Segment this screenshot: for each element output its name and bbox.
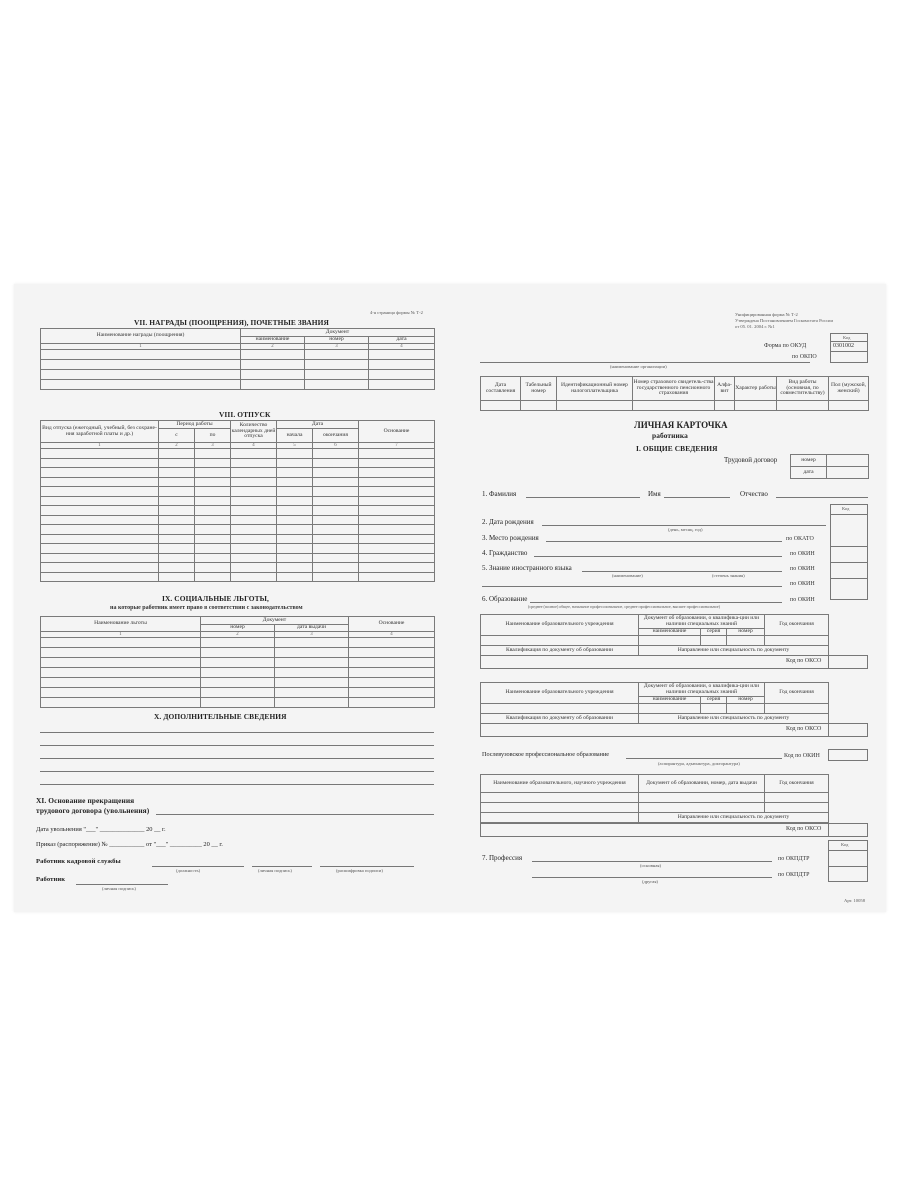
table-row[interactable]: [481, 793, 829, 803]
additional-line[interactable]: [40, 771, 434, 772]
codes-divider: [830, 562, 868, 563]
okpo-label: по ОКПО: [792, 354, 817, 360]
birth-date-field[interactable]: [542, 525, 826, 526]
edu-doc-label: Документ об образовании, о квалифика-ции или наличии специальных знаний: [639, 683, 765, 697]
vacation-col-from: с: [159, 429, 195, 443]
table-row[interactable]: [41, 449, 435, 459]
language-caption: (наименование): [612, 573, 643, 578]
vacation-col-date: Дата: [277, 421, 359, 429]
awards-col-doc-date: дата: [369, 337, 435, 344]
table-row[interactable]: [41, 698, 435, 708]
edu-doc-series: серия: [701, 629, 727, 636]
hr-decoding-line[interactable]: [320, 866, 414, 867]
education-table-1: [480, 614, 829, 656]
edu-doc-num: номер: [727, 629, 765, 636]
level-caption: (степень знания): [712, 573, 745, 578]
edu-doc-series: серия: [701, 697, 727, 704]
codes-divider: [828, 866, 868, 867]
profession-other-caption: (другая): [642, 879, 658, 884]
divider: [828, 655, 829, 669]
name-field[interactable]: [664, 497, 730, 498]
table-row[interactable]: [41, 638, 435, 648]
vacation-col-basis: Основание: [359, 421, 435, 443]
col-alphabet: Алфа-вит: [715, 377, 735, 401]
benefits-subtitle: на которые работник имеет право в соответствии с законодательством: [110, 605, 303, 611]
form-info-3: от 05. 01. 2004 г. №1: [735, 324, 775, 329]
contract-table: [790, 454, 869, 479]
col-number: 3: [305, 344, 369, 350]
okso-label-1: Код по ОКСО: [786, 658, 822, 664]
table-row[interactable]: [41, 458, 435, 468]
edu-doc-num: номер: [727, 697, 765, 704]
code-label: Код: [843, 335, 851, 340]
col-number: 1: [41, 344, 241, 350]
org-name-line[interactable]: [480, 362, 810, 363]
hr-position-line[interactable]: [152, 866, 244, 867]
vacation-table: [40, 420, 435, 582]
awards-col-doc-name: наименование: [241, 337, 305, 344]
page-note: 4-я страница формы № Т-2: [370, 310, 423, 315]
citizenship-field[interactable]: [534, 556, 782, 557]
edu-doc-name: наименование: [639, 697, 701, 704]
postgrad-field[interactable]: [626, 758, 782, 759]
col-number: 3: [195, 443, 231, 449]
code-label-2: Код: [842, 506, 850, 511]
divider: [828, 723, 829, 737]
specialty-label: Направление или специальность по документу: [639, 646, 829, 656]
foreign-language-field[interactable]: [582, 571, 782, 572]
citizenship-label: 4. Гражданство: [482, 549, 528, 557]
table-row[interactable]: [41, 544, 435, 554]
codes-divider: [830, 351, 868, 352]
col-number: 4: [369, 344, 435, 350]
postgrad-label: Послевузовское профессиональное образование: [482, 751, 610, 758]
col-number: 7: [359, 443, 435, 449]
table-row[interactable]: [41, 658, 435, 668]
foreign-language-label: 5. Знание иностранного языка: [482, 564, 572, 572]
contract-num-field[interactable]: [827, 455, 869, 467]
contract-date-field[interactable]: [827, 467, 869, 479]
awards-col-doc-num: номер: [305, 337, 369, 344]
profession-main-caption: (основная): [640, 863, 662, 868]
employee-signature-line[interactable]: [76, 884, 168, 885]
termination-title-2: трудового договора (увольнения): [36, 806, 150, 815]
foreign-language-field-2[interactable]: [482, 586, 782, 587]
employee-signature-caption: (личная подпись): [102, 886, 136, 891]
col-date: Дата составления: [481, 377, 521, 401]
termination-basis-line[interactable]: [156, 814, 434, 815]
card-subtitle: работника: [652, 431, 688, 440]
birth-place-label: 3. Место рождения: [482, 534, 539, 542]
col-number: 6: [313, 443, 359, 449]
table-row[interactable]: [481, 401, 869, 411]
header-table: [480, 376, 869, 411]
edu-doc-label: Документ об образовании, о квалифика-ции или наличии специальных знаний: [639, 615, 765, 629]
vacation-title: VIII. ОТПУСК: [219, 410, 271, 419]
sci-doc-label: Документ об образовании, номер, дата выдачи: [639, 775, 765, 793]
okin-label-1: по ОКИН: [790, 551, 815, 557]
footer-note: Арт. 10058: [844, 898, 865, 903]
table-row[interactable]: [41, 525, 435, 535]
table-row[interactable]: [41, 688, 435, 698]
table-row[interactable]: [41, 534, 435, 544]
qualification-label: Квалификация по документу об образовании: [481, 714, 639, 724]
table-row[interactable]: [41, 563, 435, 573]
table-row[interactable]: [481, 704, 829, 714]
vacation-col-to: по: [195, 429, 231, 443]
table-row[interactable]: [41, 380, 435, 390]
edu-year-label: Год окончания: [765, 615, 829, 636]
codes-divider: [830, 546, 868, 547]
additional-line[interactable]: [40, 745, 434, 746]
table-row[interactable]: [41, 477, 435, 487]
hr-signature-line[interactable]: [252, 866, 312, 867]
table-row[interactable]: [41, 553, 435, 563]
table-row[interactable]: [41, 678, 435, 688]
additional-line[interactable]: [40, 784, 434, 785]
benefits-col-name: Наименование льготы: [41, 617, 201, 632]
additional-line[interactable]: [40, 732, 434, 733]
codes-divider: [830, 341, 868, 342]
surname-field[interactable]: [526, 497, 640, 498]
patronymic-label: Отчество: [740, 490, 768, 498]
col-snils: Номер страхового свидетель-ства государственного пенсионного страхования: [633, 377, 715, 401]
patronymic-field[interactable]: [776, 497, 868, 498]
hr-worker-label: Работник кадровой службы: [36, 858, 121, 865]
awards-table: [40, 328, 435, 390]
code-label-3: Код: [841, 842, 849, 847]
vacation-col-end: окончания: [313, 429, 359, 443]
okin-label-3: по ОКИН: [790, 581, 815, 587]
col-work-nature: Характер работы: [735, 377, 777, 401]
order-number[interactable]: Приказ (распоряжение) № ___________ от "___" __________ 20 __ г.: [36, 841, 223, 848]
benefits-col-doc: Документ: [201, 617, 349, 625]
additional-line[interactable]: [40, 758, 434, 759]
sci-inst-label: Наименование образовательного, научного учреждения: [481, 775, 639, 793]
postgrad-code-box[interactable]: [828, 749, 868, 761]
table-row[interactable]: [41, 572, 435, 582]
edu-year-label: Год окончания: [765, 683, 829, 704]
profession-other-field[interactable]: [532, 877, 772, 878]
table-row[interactable]: [41, 468, 435, 478]
okin-label-4: по ОКИН: [790, 597, 815, 603]
codes-divider: [828, 850, 868, 851]
okso-label-2: Код по ОКСО: [786, 726, 822, 732]
education-label: 6. Образование: [482, 595, 528, 603]
okud-label: Форма по ОКУД: [764, 343, 807, 349]
benefits-table: [40, 616, 435, 708]
table-row[interactable]: [41, 487, 435, 497]
benefits-title: IX. СОЦИАЛЬНЫЕ ЛЬГОТЫ,: [162, 594, 269, 603]
col-work-type: Вид работы (основная, по совместительству): [777, 377, 829, 401]
table-row[interactable]: [481, 636, 829, 646]
okpdtr-label-1: по ОКПДТР: [778, 856, 810, 862]
postgrad-caption: (аспирантура, адъюнктура, докторантура): [658, 761, 740, 766]
section-title: I. ОБЩИЕ СВЕДЕНИЯ: [636, 444, 718, 453]
hr-signature-caption: (личная подпись): [258, 868, 292, 873]
birth-date-caption: (день, месяц, год): [668, 527, 703, 532]
table-row[interactable]: [41, 668, 435, 678]
form-info-1: Унифицированная форма № Т-2: [735, 312, 798, 317]
okpdtr-label-2: по ОКПДТР: [778, 872, 810, 878]
col-inn: Идентификационный номер налогоплательщика: [557, 377, 633, 401]
right-page: [450, 284, 886, 912]
sci-year-label: Год окончания: [765, 775, 829, 793]
codes-divider: [830, 578, 868, 579]
col-number: 1: [41, 632, 201, 638]
edu-inst-label: Наименование образовательного учреждения: [481, 615, 639, 636]
birth-date-label: 2. Дата рождения: [482, 518, 534, 526]
additional-title: X. ДОПОЛНИТЕЛЬНЫЕ СВЕДЕНИЯ: [154, 712, 287, 721]
contract-label: Трудовой договор: [724, 456, 778, 464]
contract-date-label: дата: [791, 467, 827, 479]
org-caption: (наименование организации): [610, 364, 667, 369]
col-number: 3: [275, 632, 349, 638]
hr-decoding-caption: (расшифровка подписи): [336, 868, 383, 873]
dismissal-date[interactable]: Дата увольнения "___" ______________ 20 __ г.: [36, 826, 166, 833]
left-page: [14, 284, 450, 912]
edu-inst-label: Наименование образовательного учреждения: [481, 683, 639, 704]
awards-title: VII. НАГРАДЫ (ПООЩРЕНИЯ), ПОЧЕТНЫЕ ЗВАНИЯ: [134, 318, 329, 327]
specialty-label: Направление или специальность по документу: [639, 714, 829, 724]
divider: [828, 823, 829, 837]
scientific-table: [480, 774, 829, 823]
form-info-2: Утверждена Постановлением Госкомстата России: [735, 318, 833, 323]
col-tab-number: Табельный номер: [521, 377, 557, 401]
benefits-col-basis: Основание: [349, 617, 435, 632]
col-gender: Пол (мужской, женский): [829, 377, 869, 401]
profession-field[interactable]: [532, 861, 772, 862]
codes-column: [830, 504, 868, 600]
okso-label-3: Код по ОКСО: [786, 826, 822, 832]
col-number: 4: [349, 632, 435, 638]
col-number: 2: [241, 344, 305, 350]
benefits-col-num: номер: [201, 625, 275, 632]
table-row[interactable]: [481, 803, 829, 813]
table-row[interactable]: [41, 515, 435, 525]
education-table-2: [480, 682, 829, 724]
okato-label: по ОКАТО: [786, 536, 814, 542]
table-row[interactable]: [41, 360, 435, 370]
table-row[interactable]: [41, 370, 435, 380]
name-label: Имя: [648, 490, 661, 498]
benefits-col-date: дата выдачи: [275, 625, 349, 632]
hr-position-caption: (должность): [176, 868, 201, 873]
sci-specialty-label: Направление или специальность по документу: [639, 813, 829, 823]
awards-col-name: Наименование награды (поощрения): [41, 329, 241, 344]
employee-label: Работник: [36, 876, 66, 883]
birth-place-field[interactable]: [546, 541, 782, 542]
codes-divider: [830, 514, 868, 515]
table-row[interactable]: [41, 648, 435, 658]
col-number: 2: [159, 443, 195, 449]
okud-value[interactable]: 0301002: [833, 343, 854, 349]
contract-num-label: номер: [791, 455, 827, 467]
qualification-label: Квалификация по документу об образовании: [481, 646, 639, 656]
education-caption: (среднее (полное) общее, начальное профессиональное, среднее профессиональное, высшее профессиональное): [528, 604, 720, 609]
vacation-col-start: начала: [277, 429, 313, 443]
table-row[interactable]: [41, 496, 435, 506]
vacation-col-period: Период работы: [159, 421, 231, 429]
col-number: 2: [201, 632, 275, 638]
okin-label-2: по ОКИН: [790, 566, 815, 572]
vacation-col-type: Вид отпуска (ежегодный, учебный, без сохране-ния заработной платы и др.): [41, 421, 159, 443]
table-row[interactable]: [41, 506, 435, 516]
okin-label-5: Код по ОКИН: [784, 753, 820, 759]
form-sheet: [14, 284, 886, 912]
col-number: 5: [277, 443, 313, 449]
col-number: 1: [41, 443, 159, 449]
card-title: ЛИЧНАЯ КАРТОЧКА: [634, 420, 728, 430]
table-row[interactable]: [41, 350, 435, 360]
education-field[interactable]: [530, 602, 782, 603]
col-number: 4: [231, 443, 277, 449]
profession-label: 7. Профессия: [482, 854, 523, 862]
termination-title-1: XI. Основание прекращения: [36, 796, 135, 805]
vacation-col-days: Количество календарных дней отпуска: [231, 421, 277, 443]
surname-label: 1. Фамилия: [482, 490, 517, 498]
edu-doc-name: наименование: [639, 629, 701, 636]
awards-col-doc: Документ: [241, 329, 435, 337]
